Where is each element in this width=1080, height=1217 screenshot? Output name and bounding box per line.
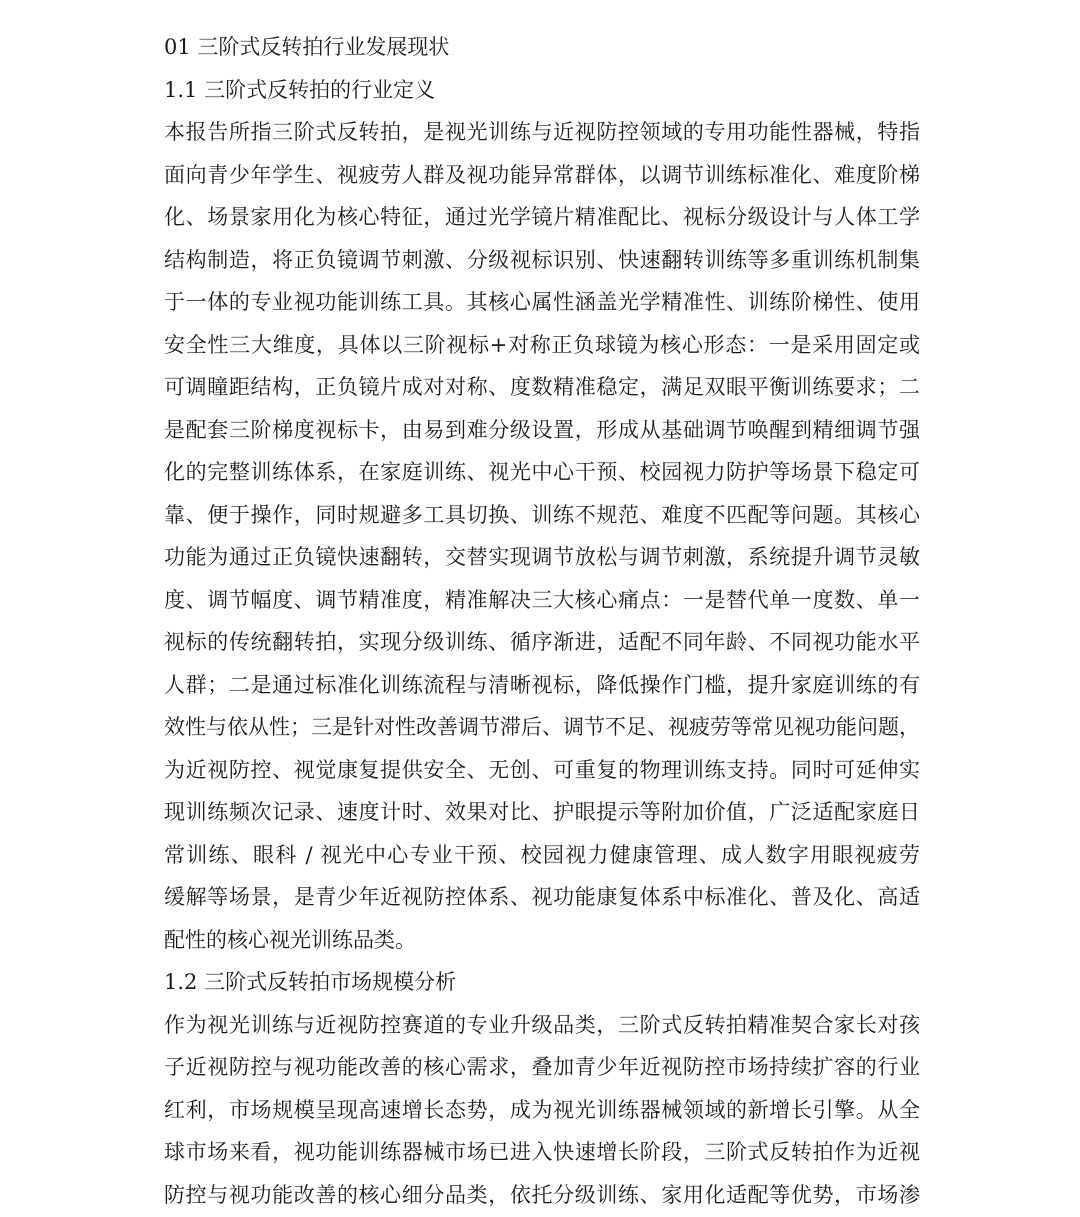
subsection-heading-definition: 1.1 三阶式反转拍的行业定义: [164, 77, 436, 102]
paragraph-line: 靠、便于操作，同时规避多工具切换、训练不规范、难度不匹配等问题。其核心: [164, 502, 920, 527]
paragraph-definition: [164, 111, 920, 961]
paragraph-line: 缓解等场景，是青少年近视防控体系、视功能康复体系中标准化、普及化、高适: [164, 885, 920, 909]
section-heading: 01 三阶式反转拍行业发展现状: [164, 35, 450, 59]
paragraph-line: 于一体的专业视功能训练工具。其核心属性涵盖光学精准性、训练阶梯性、使用: [164, 290, 920, 314]
paragraph-line: 子近视防控与视功能改善的核心需求，叠加青少年近视防控市场持续扩容的行业: [164, 1055, 920, 1079]
document-body: [164, 26, 920, 1216]
paragraph-line: 功能为通过正负镜快速翻转，交替实现调节放松与调节刺激，系统提升调节灵敏: [164, 545, 920, 569]
paragraph-line: 化、场景家用化为核心特征，通过光学镜片精准配比、视标分级设计与人体工学: [164, 205, 920, 229]
paragraph-line: 本报告所指三阶式反转拍，是视光训练与近视防控领域的专用功能性器械，特指: [164, 120, 920, 144]
paragraph-line: 安全性三大维度，具体以三阶视标+对称正负球镜为核心形态：一是采用固定或: [164, 332, 920, 357]
paragraph-line: 现训练频次记录、速度计时、效果对比、护眼提示等附加价值，广泛适配家庭日: [164, 800, 920, 824]
paragraph-line: 球市场来看，视功能训练器械市场已进入快速增长阶段，三阶式反转拍作为近视: [164, 1140, 920, 1164]
paragraph-line: 度、调节幅度、调节精准度，精准解决三大核心痛点：一是替代单一度数、单一: [164, 587, 920, 612]
paragraph-line: 配性的核心视光训练品类。: [164, 927, 416, 952]
paragraph-line: 面向青少年学生、视疲劳人群及视功能异常群体，以调节训练标准化、难度阶梯: [164, 162, 920, 187]
subsection-heading-market-size: 1.2 三阶式反转拍市场规模分析: [164, 970, 457, 994]
paragraph-line: 是配套三阶梯度视标卡，由易到难分级设置，形成从基础调节唤醒到精细调节强: [164, 417, 920, 442]
paragraph-line: 视标的传统翻转拍，实现分级训练、循序渐进，适配不同年龄、不同视功能水平: [164, 630, 920, 654]
paragraph-line: 为近视防控、视觉康复提供安全、无创、可重复的物理训练支持。同时可延伸实: [164, 757, 920, 782]
paragraph-line: 人群；二是通过标准化训练流程与清晰视标，降低操作门槛，提升家庭训练的有: [164, 672, 920, 697]
paragraph-market-size: [164, 1004, 920, 1217]
paragraph-line: 防控与视功能改善的核心细分品类，依托分级训练、家用化适配等优势，市场渗: [164, 1182, 920, 1207]
paragraph-line: 作为视光训练与近视防控赛道的专业升级品类，三阶式反转拍精准契合家长对孩: [164, 1012, 920, 1037]
paragraph-line: 可调瞳距结构，正负镜片成对对称、度数精准稳定，满足双眼平衡训练要求；二: [164, 375, 920, 399]
paragraph-line: 红利，市场规模呈现高速增长态势，成为视光训练器械领域的新增长引擎。从全: [164, 1097, 920, 1122]
paragraph-line: 常训练、眼科 / 视光中心专业干预、校园视力健康管理、成人数字用眼视疲劳: [164, 842, 920, 867]
paragraph-line: 结构制造，将正负镜调节刺激、分级视标识别、快速翻转训练等多重训练机制集: [164, 247, 920, 272]
paragraph-line: 效性与依从性；三是针对性改善调节滞后、调节不足、视疲劳等常见视功能问题，: [164, 715, 920, 739]
paragraph-line: 化的完整训练体系，在家庭训练、视光中心干预、校园视力防护等场景下稳定可: [164, 460, 920, 484]
